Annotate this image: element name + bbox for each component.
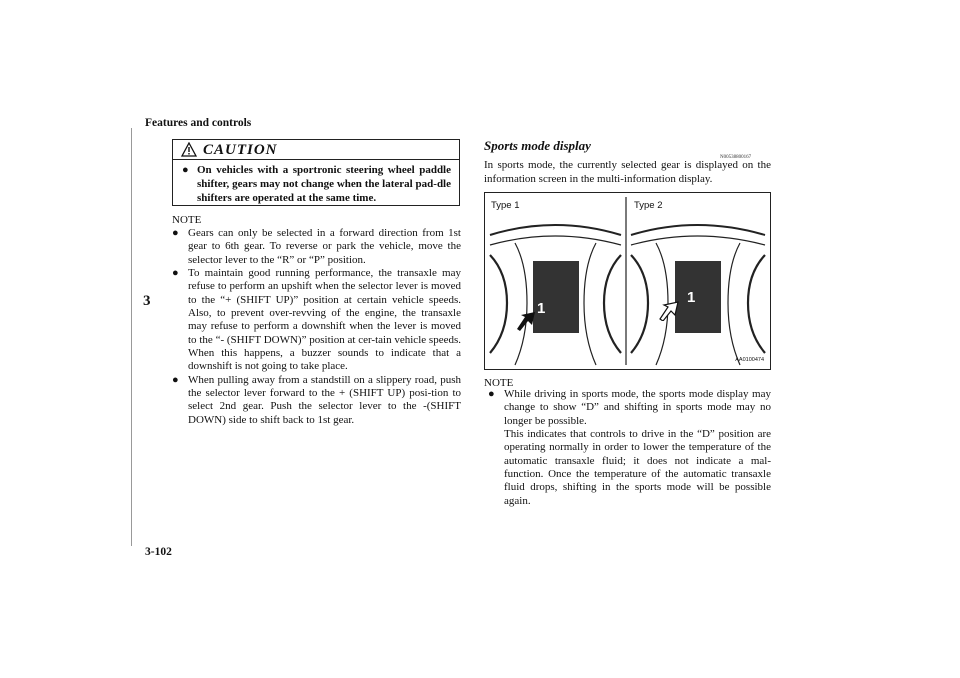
note-list — [172, 227, 461, 427]
list-item-text: Gears can only be selected in a forward direction from 1st gear to 6th gear. To reverse or park the vehicle, move the selector lever to the “R” or “P” position. — [188, 227, 461, 266]
instrument-cluster-illustration — [485, 193, 770, 369]
chapter-number: 3 — [143, 293, 151, 309]
chapter-divider — [131, 128, 132, 546]
figure-code: AA0100474 — [735, 357, 764, 363]
note-label: NOTE — [484, 377, 514, 389]
bullet-icon: ● — [182, 164, 189, 176]
callout-arrow-outline-icon — [658, 301, 684, 321]
caution-box — [172, 139, 460, 206]
sports-mode-figure — [484, 192, 771, 370]
gear-indicator-type1: 1 — [537, 300, 546, 317]
caution-header — [173, 140, 459, 160]
page-number: 3-102 — [145, 546, 172, 558]
list-item — [172, 227, 461, 267]
bullet-icon: ● — [172, 227, 179, 239]
type1-label: Type 1 — [491, 200, 520, 211]
list-item-continuation — [488, 428, 771, 508]
bullet-icon: ● — [172, 373, 179, 386]
section-paragraph: In sports mode, the currently selected gear is displayed on the information screen in the multi-information display. — [484, 159, 771, 185]
caution-text-wrap — [182, 163, 451, 205]
caution-title: CAUTION — [203, 142, 278, 158]
caution-text: On vehicles with a sportronic steering wheel paddle shifter, gears may not change when the lateral pad-dle shifters are operated at the same time. — [197, 164, 451, 204]
gear-indicator-type2: 1 — [687, 289, 696, 306]
note-label: NOTE — [172, 214, 202, 226]
list-item — [172, 267, 461, 374]
list-item-text: When pulling away from a standstill on a slippery road, push the selector lever forward to the + (SHIFT UP) posi-tion to select 2nd gear. Push the selector lever to the -(SHIFT DOWN) side to shift back to 1st gear. — [188, 373, 461, 426]
list-item — [488, 388, 771, 428]
bullet-icon: ● — [488, 388, 495, 400]
running-header: Features and controls — [145, 117, 252, 129]
list-item — [172, 374, 461, 427]
list-item-text: To maintain good running performance, the transaxle may refuse to perform an upshift when the selector lever is moved to the “+ (SHIFT UP)” position at certain vehicle speeds. Also, to prevent over-revving of the engine, the transaxle may refuse to perform a downshift when the lever is moved to the “- (SHIFT DOWN)” position at cer-tain vehicle speeds. When this happens, a buzzer sounds to indicate that a downshift is not going to take place. — [188, 267, 461, 373]
list-item-text: While driving in sports mode, the sports mode display may change to show “D” and shifting in sports mode may no longer be possible. — [504, 388, 771, 427]
list-item-text: This indicates that controls to drive in the “D” position are operating normally in order to lower the temperature of the automatic transaxle fluid; it does not indicate a mal-function. Once the temperature of the automatic transaxle fluid drops, shifting in the sports mode will be possible again. — [504, 428, 771, 507]
bullet-icon: ● — [172, 267, 179, 280]
note-list — [488, 388, 771, 508]
warning-triangle-icon — [181, 142, 197, 157]
section-title: Sports mode display — [484, 138, 591, 153]
type2-label: Type 2 — [634, 200, 663, 211]
section-code: N00538800167 — [720, 155, 752, 160]
